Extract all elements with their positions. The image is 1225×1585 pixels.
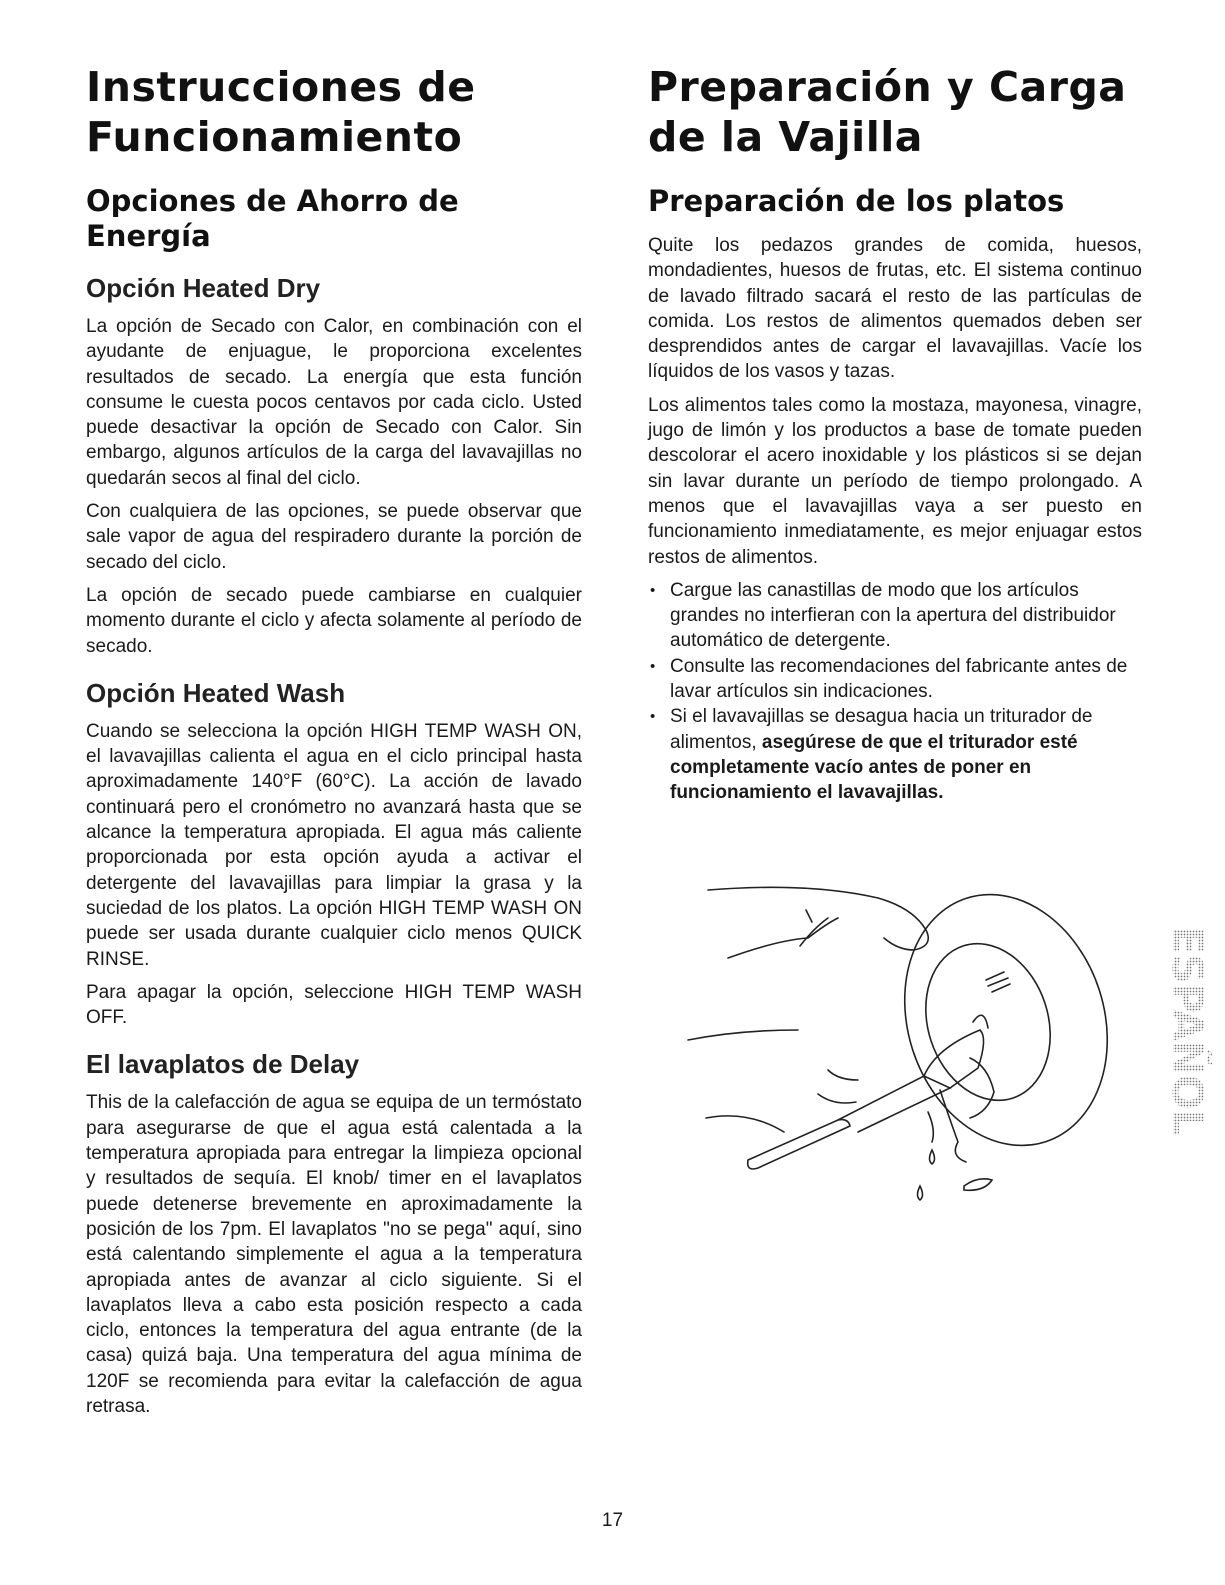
list-item: • Cargue las canastillas de modo que los artículos grandes no interfieran con la apertura del distribuidor automático de detergente. bbox=[648, 578, 1142, 654]
left-column bbox=[86, 62, 582, 1427]
title-line-1: Preparación y Carga bbox=[648, 63, 1127, 111]
title-line-2: de la Vajilla bbox=[648, 113, 923, 161]
title-line-1: Instrucciones de bbox=[86, 63, 476, 111]
page-number: 17 bbox=[601, 1510, 624, 1531]
subtitle-line-1: Opciones de Ahorro de bbox=[86, 184, 459, 218]
subtitle-line-2: Energía bbox=[86, 219, 211, 253]
bullet-warning-bold: asegúrese de que el triturador esté completamente vacío antes de poner en funcionamiento el lavavajillas. bbox=[670, 731, 1078, 804]
list-item: • Consulte las recomendaciones del fabricante antes de lavar artículos sin indicaciones. bbox=[648, 654, 1142, 705]
heated-dry-paragraph-1: La opción de Secado con Calor, en combinación con el ayudante de enjuague, le proporciona excelentes resultados de secado. La energía que esta función consume le cuesta pocos centavos por cada ciclo. Usted puede desactivar la opción de Secado con Calor. Sin embargo, algunos artículos de la carga del lavavajillas no quedarán secos al final del ciclo. bbox=[86, 316, 582, 489]
heading-delay: El lavaplatos de Delay bbox=[86, 1049, 360, 1080]
heated-dry-paragraph-3: La opción de secado puede cambiarse en cualquier momento durante el ciclo y afecta solamente al período de secado. bbox=[86, 584, 582, 657]
subtitle-preparacion-platos: Preparación de los platos bbox=[648, 184, 1065, 218]
heated-wash-paragraph-1: Cuando se selecciona la opción HIGH TEMP WASH ON, el lavavajillas calienta el agua en el ciclo principal hasta aproximadamente 140°F (60°C). La acción de lavado continuará pero el cronómetro no avanzará hasta que se alcance la temperatura apropiada. El agua más caliente proporcionada por esta opción ayuda a activar el detergente del lavavajillas para limpiar la grasa y la suciedad de los platos. La opción HIGH TEMP WASH ON puede ser usada durante cualquier ciclo menos QUICK RINSE. bbox=[86, 720, 582, 970]
heading-heated-wash: Opción Heated Wash bbox=[86, 677, 346, 708]
delay-paragraph-1: This de la calefacción de agua se equipa de un termóstato para asegurarse de que el agua está calentada a la temperatura apropiada para entregar la limpieza opcional y resultados de sequía. El knob/ timer en el lavaplatos puede detenerse brevemente en aproximadamente la posición de los 7pm. El lavaplatos "no se pega" aquí, sino está calentando simplemente el agua a la temperatura apropiada antes de avanzar al ciclo siguiente. Si el lavaplatos lleva a cabo esta posición respecto a cada ciclo, entonces la temperatura del agua entrante (de la casa) quizá baja. Una temperatura del agua mínima de 120F se recomienda para evitar la calefacción de agua retrasa. bbox=[86, 1092, 582, 1417]
preparation-paragraph-2: Los alimentos tales como la mostaza, mayonesa, vinagre, jugo de limón y los productos a base de tomate pueden descolorar el acero inoxidable y los plásticos si se dejan sin lavar durante un período de tiempo prolongado. A menos que el lavavajillas vaya a ser puesto en funcionamiento inmediatamente, es mejor enjuagar estos restos de alimentos. bbox=[648, 394, 1142, 568]
title-line-2: Funcionamiento bbox=[86, 113, 463, 161]
preparation-paragraph-1: Quite los pedazos grandes de comida, huesos, mondadientes, huesos de frutas, etc. El sistema continuo de lavado filtrado sacará el resto de las partículas de comida. Los restos de alimentos quemados deben ser desprendidos antes de cargar el lavavajillas. Vacíe los líquidos de los vasos y tazas. bbox=[648, 235, 1142, 383]
heated-dry-paragraph-2: Con cualquiera de las opciones, se puede observar que sale vapor de agua del respiradero durante la porción de secado del ciclo. bbox=[86, 501, 582, 573]
language-tab-espanol bbox=[1150, 922, 1212, 1160]
bullet-text: Si el lavavajillas se desagua hacia un triturador de alimentos, bbox=[670, 706, 1093, 753]
section-title-preparacion bbox=[648, 62, 1142, 162]
loading-tips-list bbox=[648, 578, 1142, 806]
subtitle-ahorro-energia bbox=[86, 184, 582, 254]
heated-wash-paragraph-2: Para apagar la opción, seleccione HIGH TEMP WASH OFF. bbox=[86, 981, 582, 1029]
section-title-instrucciones bbox=[86, 62, 582, 162]
right-column bbox=[648, 62, 1142, 806]
heading-heated-dry: Opción Heated Dry bbox=[86, 273, 321, 303]
scraping-plate-illustration bbox=[688, 880, 1128, 1210]
side-tab-label: ESPAÑOL bbox=[1163, 926, 1212, 1135]
list-item bbox=[648, 704, 1142, 805]
